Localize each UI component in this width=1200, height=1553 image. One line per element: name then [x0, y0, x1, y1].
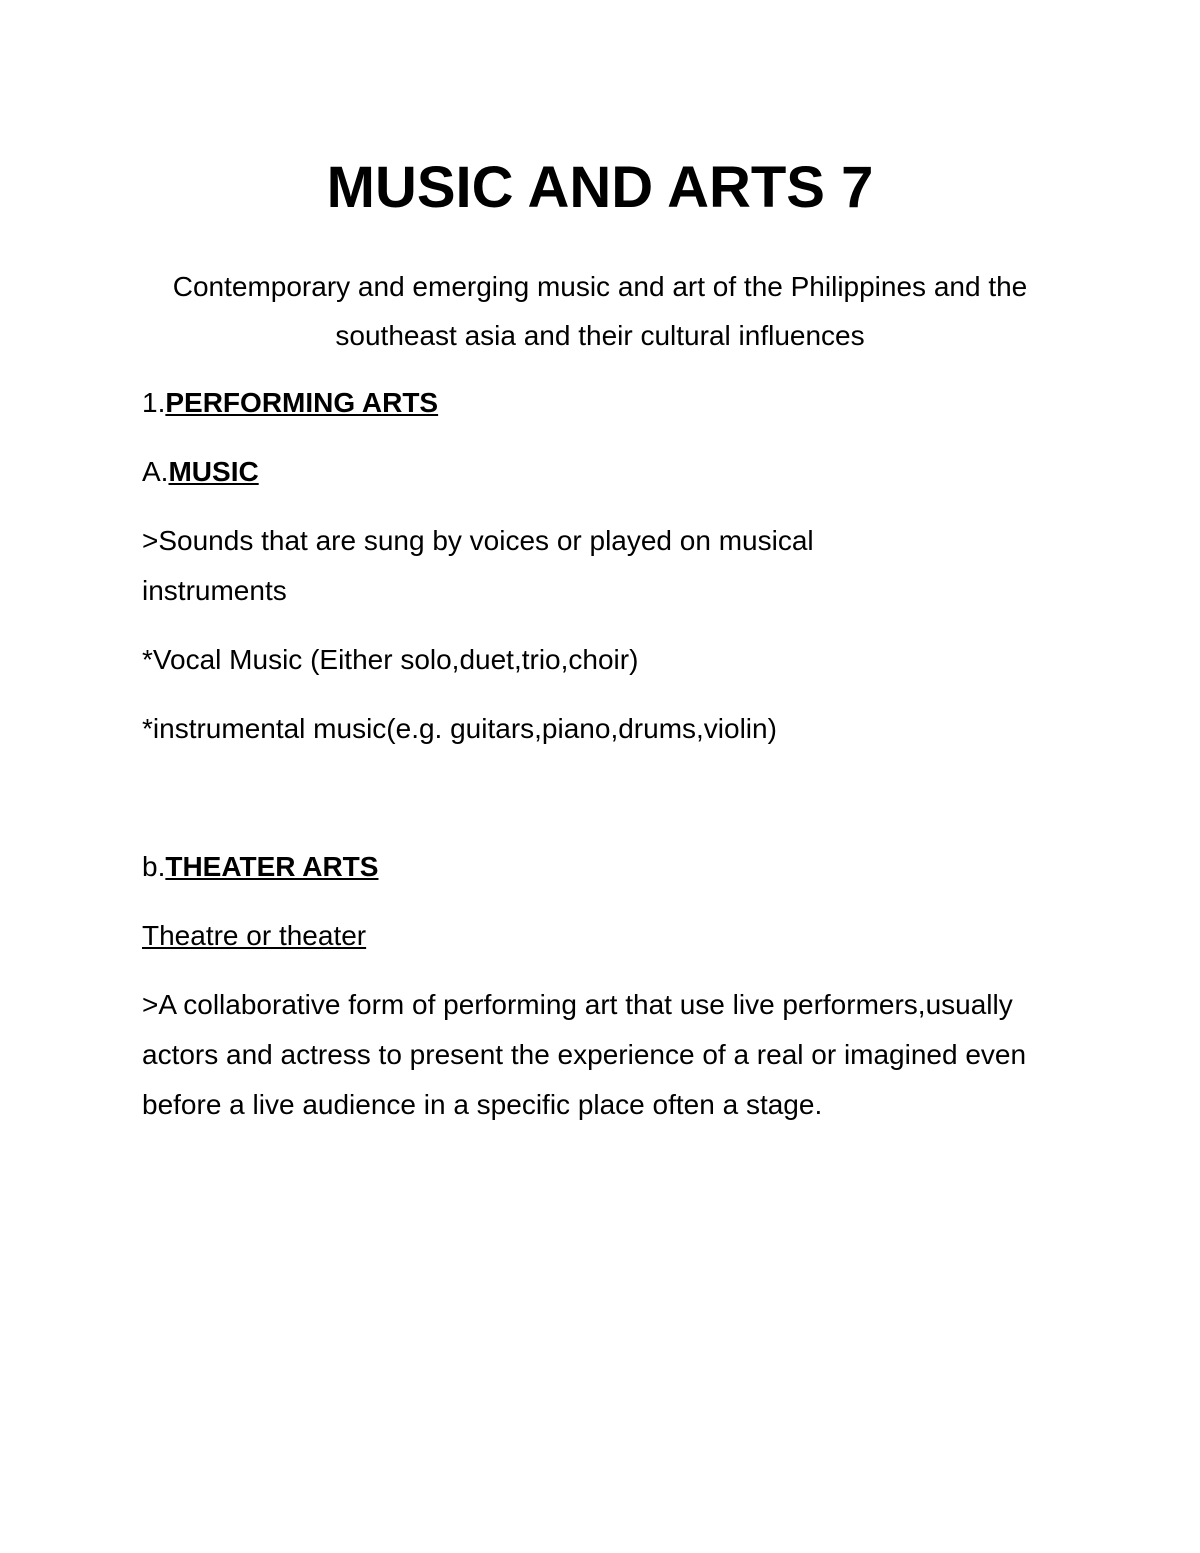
- subsection-theater-arts: [142, 847, 378, 887]
- subsection-letter: A.: [142, 456, 169, 487]
- section-performing-arts: [142, 383, 438, 423]
- music-bullet-instrumental: *instrumental music(e.g. guitars,piano,drums,violin): [142, 713, 777, 744]
- subsection-letter: b.: [142, 851, 166, 882]
- document-subtitle: Contemporary and emerging music and art of the Philippines and the southeast asia and their cultural influences: [172, 271, 1028, 351]
- subsection-heading-theater-arts: THEATER ARTS: [165, 851, 379, 882]
- theater-definition: >A collaborative form of performing art that use live performers,usually actors and actress to present the experience of a real or imagined even before a live audience in a specific place often a stage.: [142, 989, 1027, 1120]
- document-title: MUSIC AND ARTS 7: [326, 155, 874, 220]
- section-heading-performing-arts: PERFORMING ARTS: [165, 387, 439, 418]
- subsection-heading-music: MUSIC: [168, 456, 259, 487]
- music-bullet-vocal: *Vocal Music (Either solo,duet,trio,choir): [142, 644, 639, 675]
- section-number: 1.: [142, 387, 166, 418]
- theater-term: Theatre or theater: [142, 920, 367, 951]
- music-definition: >Sounds that are sung by voices or played on musical instruments: [142, 525, 814, 606]
- subsection-music: [142, 452, 259, 492]
